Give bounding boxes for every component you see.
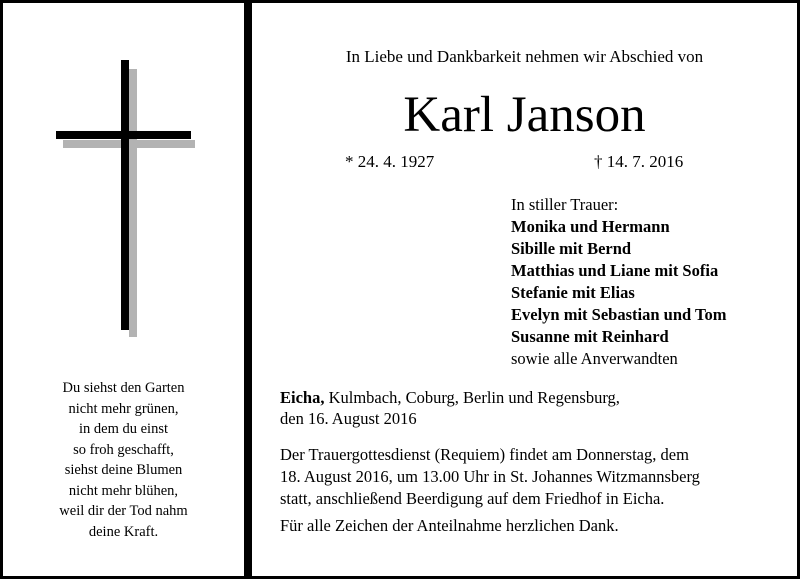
location-date: den 16. August 2016 [280, 409, 417, 428]
poem [3, 378, 244, 542]
poem-line: weil dir der Tod nahm [59, 503, 188, 519]
intro-text: In Liebe und Dankbarkeit nehmen wir Abschied von [345, 47, 704, 66]
mourner-name: Susanne mit Reinhard [511, 327, 669, 346]
right-panel [252, 3, 797, 576]
location-line [280, 387, 620, 408]
service-line: statt, anschließend Beerdigung auf dem Friedhof in Eicha. [280, 489, 665, 508]
poem-line: nicht mehr grünen, [68, 400, 179, 417]
mourners-list [511, 194, 726, 370]
location-place-bold: Eicha, [280, 388, 325, 407]
cross-horizontal-bar [56, 131, 191, 139]
thanks-text: Für alle Zeichen der Anteilnahme herzlichen Dank. [280, 516, 619, 535]
mourners-heading: In stiller Trauer: [511, 195, 619, 214]
left-panel [3, 3, 244, 576]
location-place-rest: Kulmbach, Coburg, Berlin und Regensburg, [324, 388, 620, 407]
deceased-name: Karl Janson [403, 87, 646, 143]
mourner-name: Sibille mit Bernd [511, 239, 632, 258]
poem-line: deine Kraft. [88, 523, 159, 540]
service-line: 18. August 2016, um 13.00 Uhr in St. Johannes Witzmannsberg [280, 467, 700, 486]
death-date: † 14. 7. 2016 [594, 152, 684, 171]
service-line: Der Trauergottesdienst (Requiem) findet am Donnerstag, dem [280, 445, 689, 464]
poem-line: siehst deine Blumen [64, 462, 183, 478]
mourners-closing: sowie alle Anverwandten [511, 349, 678, 368]
mourner-name: Stefanie mit Elias [511, 283, 635, 302]
poem-line: in dem du einst [78, 421, 168, 437]
poem-line: Du siehst den Garten [62, 380, 185, 396]
mourner-name: Evelyn mit Sebastian und Tom [511, 305, 727, 324]
cross-shadow-horizontal [63, 140, 195, 148]
location-block [280, 387, 620, 429]
cross-shadow-vertical [129, 69, 137, 337]
service-announcement [280, 444, 700, 510]
cross-vertical-bar [121, 60, 129, 330]
mourner-name: Monika und Hermann [511, 217, 670, 236]
birth-date: * 24. 4. 1927 [345, 152, 435, 171]
poem-line: so froh geschafft, [73, 441, 174, 458]
poem-line: nicht mehr blühen, [68, 482, 179, 499]
mourner-name: Matthias und Liane mit Sofia [511, 261, 719, 280]
